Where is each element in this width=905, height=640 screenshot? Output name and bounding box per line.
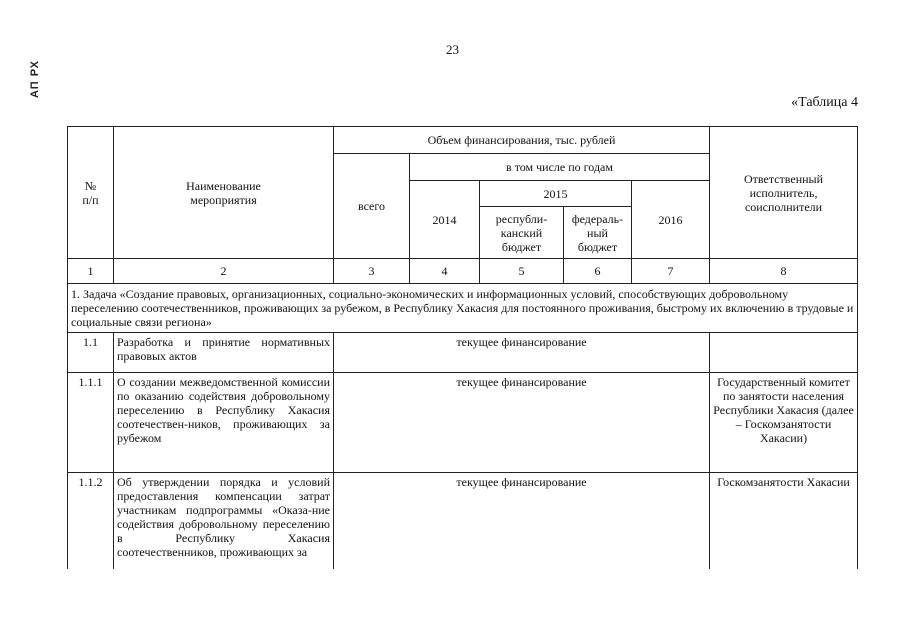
row-code: 1.1.1: [68, 373, 114, 473]
row-responsible: [710, 333, 858, 373]
row-code: 1.1: [68, 333, 114, 373]
table-label: «Таблица 4: [791, 95, 858, 110]
row-funding: текущее финансирование: [334, 333, 710, 373]
column-number: 2: [114, 259, 334, 284]
header-by-years: в том числе по годам: [410, 154, 710, 181]
column-number: 3: [334, 259, 410, 284]
header-responsible: Ответственный исполнитель, соисполнители: [710, 127, 858, 259]
header-funding: Объем финансирования, тыс. рублей: [334, 127, 710, 154]
header-federal-budget: федераль- ный бюджет: [564, 207, 632, 259]
column-number: 4: [410, 259, 480, 284]
header-total: всего: [334, 154, 410, 259]
row-name: Разработка и принятие нормативных правовых актов: [114, 333, 334, 373]
row-funding: текущее финансирование: [334, 473, 710, 569]
row-name: Об утверждении порядка и условий предоставления компенсации затрат участникам подпрограммы «Оказа-ние содействия добровольному переселению в Республику Хакасия соотечественников, проживающих за: [114, 473, 334, 569]
row-name: О создании межведомственной комиссии по оказанию содействия добровольному переселению в Республику Хакасия соотечествен-ников, проживающих за рубежом: [114, 373, 334, 473]
table-row: [68, 373, 858, 473]
table-row: [68, 473, 858, 569]
header-2016: 2016: [632, 181, 710, 259]
header-num: № п/п: [68, 127, 114, 259]
page-number: 23: [446, 42, 459, 57]
column-number: 6: [564, 259, 632, 284]
row-responsible: Госкомзанятости Хакасии: [710, 473, 858, 569]
header-2015: 2015: [480, 181, 632, 207]
funding-table: [67, 126, 858, 569]
task-heading: 1. Задача «Создание правовых, организационных, социально-экономических и информационных условий, способствующих добровольному переселению соотечественников, проживающих за рубежом, в Республику Хакасия для постоянного проживания, быстрому их включению в трудовые и социальные связи региона»: [68, 284, 858, 333]
header-2014: 2014: [410, 181, 480, 259]
column-number: 5: [480, 259, 564, 284]
column-number: 1: [68, 259, 114, 284]
header-republic-budget: республи- канский бюджет: [480, 207, 564, 259]
column-number: 8: [710, 259, 858, 284]
row-code: 1.1.2: [68, 473, 114, 569]
row-funding: текущее финансирование: [334, 373, 710, 473]
column-numbers-row: [68, 259, 858, 284]
table-row: [68, 333, 858, 373]
column-number: 7: [632, 259, 710, 284]
row-responsible: Государственный комитет по занятости населения Республики Хакасия (далее – Госкомзанятости Хакасии): [710, 373, 858, 473]
header-name: Наименование мероприятия: [114, 127, 334, 259]
side-stamp: АП РХ: [29, 60, 41, 99]
